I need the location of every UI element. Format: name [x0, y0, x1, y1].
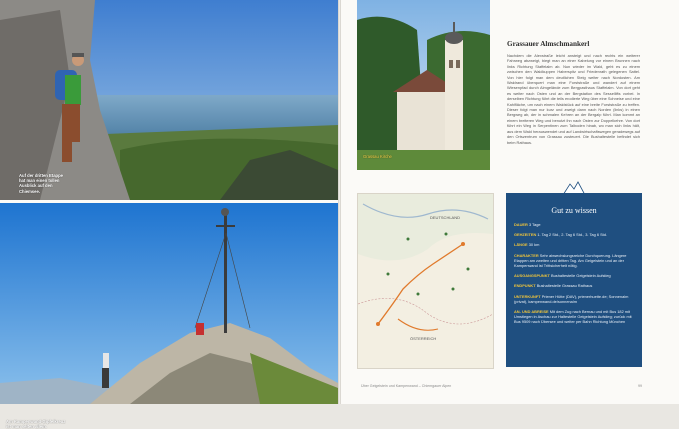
info-value: 1. Tag 2 Std., 2. Tag 6 Std., 3. Tag 6 Std.	[537, 232, 608, 238]
info-row	[514, 283, 636, 288]
info-key: AUSGANGSPUNKT	[514, 273, 550, 279]
info-value: Priener Hütte (DAV), prienerhuette.de; Sonnenalm (privat), kampenwand.de/sonnenalm	[514, 293, 629, 304]
info-row	[514, 242, 636, 247]
info-value: Sehr abwechslungsreiche Durchquerung. Längere Etappen am zweiten und dritten Tag. Am Geigelstein und an der Kampenwand ist Trittsicherheit nötig.	[514, 252, 627, 269]
info-key: DAUER	[514, 222, 528, 227]
church-caption: Grassau Kirche	[363, 154, 392, 159]
info-key: ENDPUNKT	[514, 283, 536, 289]
info-value: 30 km	[528, 242, 540, 248]
map-label-at: ÖSTERREICH	[410, 336, 437, 341]
info-key: LÄNGE	[514, 242, 528, 248]
info-key: UNTERKUNFT	[514, 293, 541, 299]
info-row	[514, 253, 636, 269]
info-row	[514, 222, 636, 227]
info-value: Mit dem Zug nach Bernau und mit Bus 182 mit Umstiegen in Aschau zur Haltestelle Geigelstein Aufstieg; zurück mit Bus 9509 nach Übersee und weiter per Bahn Richtung München	[514, 309, 632, 325]
info-value: Bushaltestelle Geigelstein Aufstieg	[550, 273, 611, 279]
running-footer: Über Geigelstein und Kampenwand – Chiemgauer Alpen	[361, 384, 452, 388]
climber-caption: Auf der dritten Etappe hat man einen tollen Ausblick auf den Chiemsee.	[19, 173, 63, 194]
info-key: GEHZEITEN	[514, 232, 537, 238]
info-value: Bushaltestelle Grassau Rathaus	[536, 283, 593, 289]
climber-lake-photo	[0, 0, 338, 200]
info-row	[514, 273, 636, 278]
page-number: 99	[638, 384, 642, 388]
info-value: 3 Tage	[528, 222, 541, 227]
info-row	[514, 232, 636, 237]
section-body: Nachdem die Alexstraße leicht ansteigt und nach rechts ein weiterer Fahrweg abzweigt, biegt man an einer Kabelung vor einem Brunnen nach links Richtung Staffelalm ab. Nun wieder im Wald, geht es zu einem zwischen den Waldkuppen Haberspitz und Friedenrath gelegenen Sattel. Von hier folgt man dem deutlichen Steig weiter nach Nordosten. Am Waldrand überquert man eine Forststraße und wandert auf einem Wiesenpfad durch Almgelände zum Bergpasthaus Staffelalm. Von dort geht es weiter nach Osten und an der Bergstation des Sessellifts vorbei. In derselben Richtung führt die teils erodierte Weg über eine Schneise und eine Kahlfläche, um nach einem Waldstück auf eine breite Forststraße zu treffen. Dieser folgt man nur kurz und zweigt dann nach Norden (links) in einen Bergweg ab, der in schmalen Kehren an der Bergalp führt. Man kommt an einem breiteren Weg und benutzt ihn nach Osten zur Doppelkehre. Von dort führt ein Weg in Serpentinen zum Talboden hinab, wo man sich links hält, aus dem Wald herauswendet und auf Landwirtschaftswegen geradewegs auf den Ortszentrum von Grassau zusteuert. Die Bushaltestelle befindet sich beim Rathaus.	[507, 53, 640, 145]
section-title: Grassauer Almschmankerl	[507, 40, 590, 48]
info-row	[514, 309, 636, 325]
summit-cross-photo	[0, 203, 338, 429]
info-key: CHARAKTER	[514, 252, 539, 258]
text-column	[507, 40, 640, 145]
info-row	[514, 294, 636, 304]
info-title: Gut zu wissen	[551, 206, 597, 215]
info-list	[514, 222, 636, 325]
route-map	[357, 193, 494, 369]
info-box	[506, 193, 642, 367]
info-key: AN- UND ABREISE	[514, 309, 549, 315]
map-label-de: DEUTSCHLAND	[430, 215, 461, 220]
summit-caption: Am Kampenwand-Gipfelkreuz ist man selten allein.	[6, 419, 66, 429]
left-page	[0, 0, 338, 429]
church-photo	[357, 0, 490, 170]
